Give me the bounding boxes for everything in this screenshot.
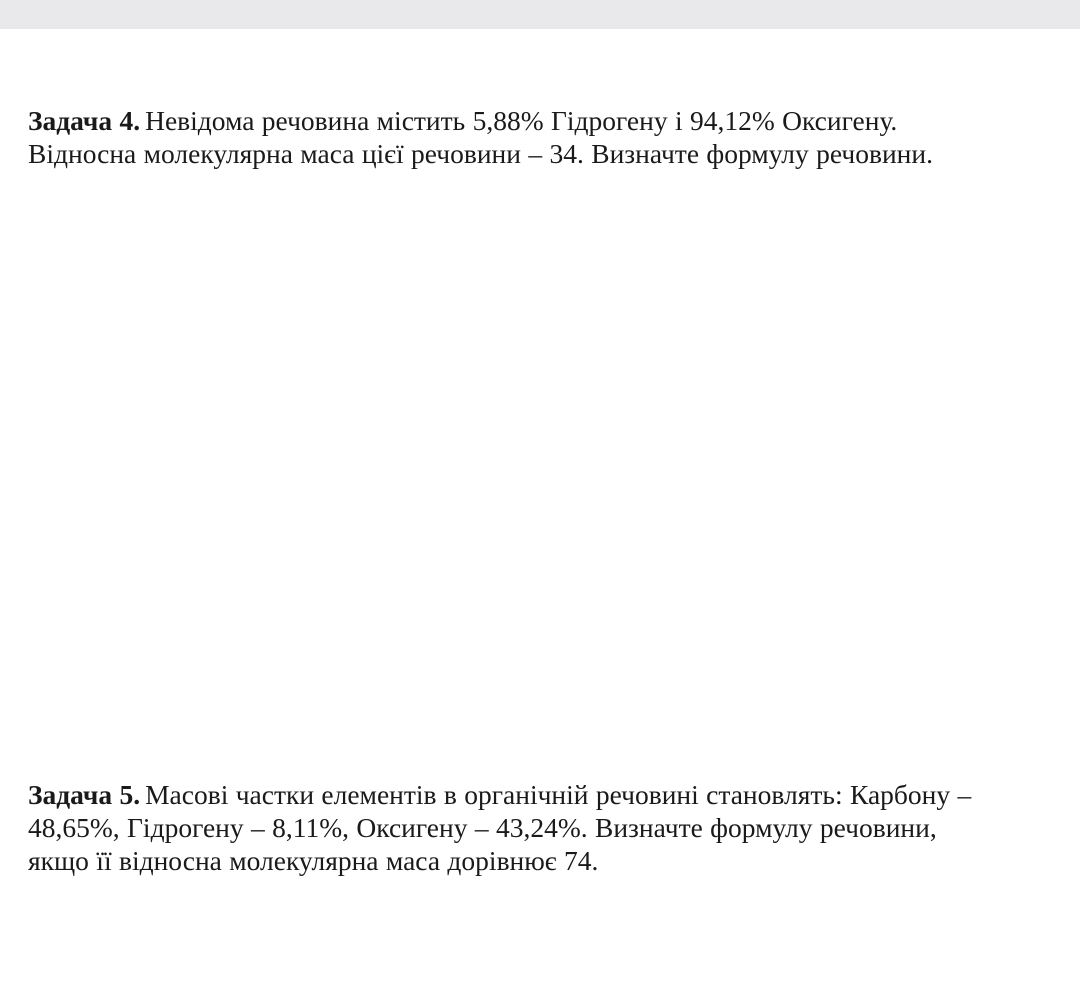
document-page	[0, 29, 1080, 1007]
task-5-line-1	[28, 778, 1048, 811]
task-5-label: Задача 5.	[28, 779, 141, 810]
task-4-line-1	[28, 104, 1048, 137]
task-5-text-line-3: якщо її відносна молекулярна маса дорівнює 74.	[28, 845, 599, 876]
task-4-text-line-1: Невідома речовина містить 5,88% Гідрогену і 94,12% Оксигену.	[145, 105, 898, 136]
task-4	[28, 104, 1048, 170]
task-5-text-line-1: Масові частки елементів в органічній речовині становлять: Карбону –	[145, 779, 972, 810]
viewer-top-bar	[0, 0, 1080, 29]
task-4-text-line-2: Відносна молекулярна маса цієї речовини – 34. Визначте формулу речовини.	[28, 138, 933, 169]
task-4-label: Задача 4.	[28, 105, 141, 136]
task-5-text-line-2: 48,65%, Гідрогену – 8,11%, Оксигену – 43,24%. Визначте формулу речовини,	[28, 812, 937, 843]
task-5	[28, 778, 1048, 877]
